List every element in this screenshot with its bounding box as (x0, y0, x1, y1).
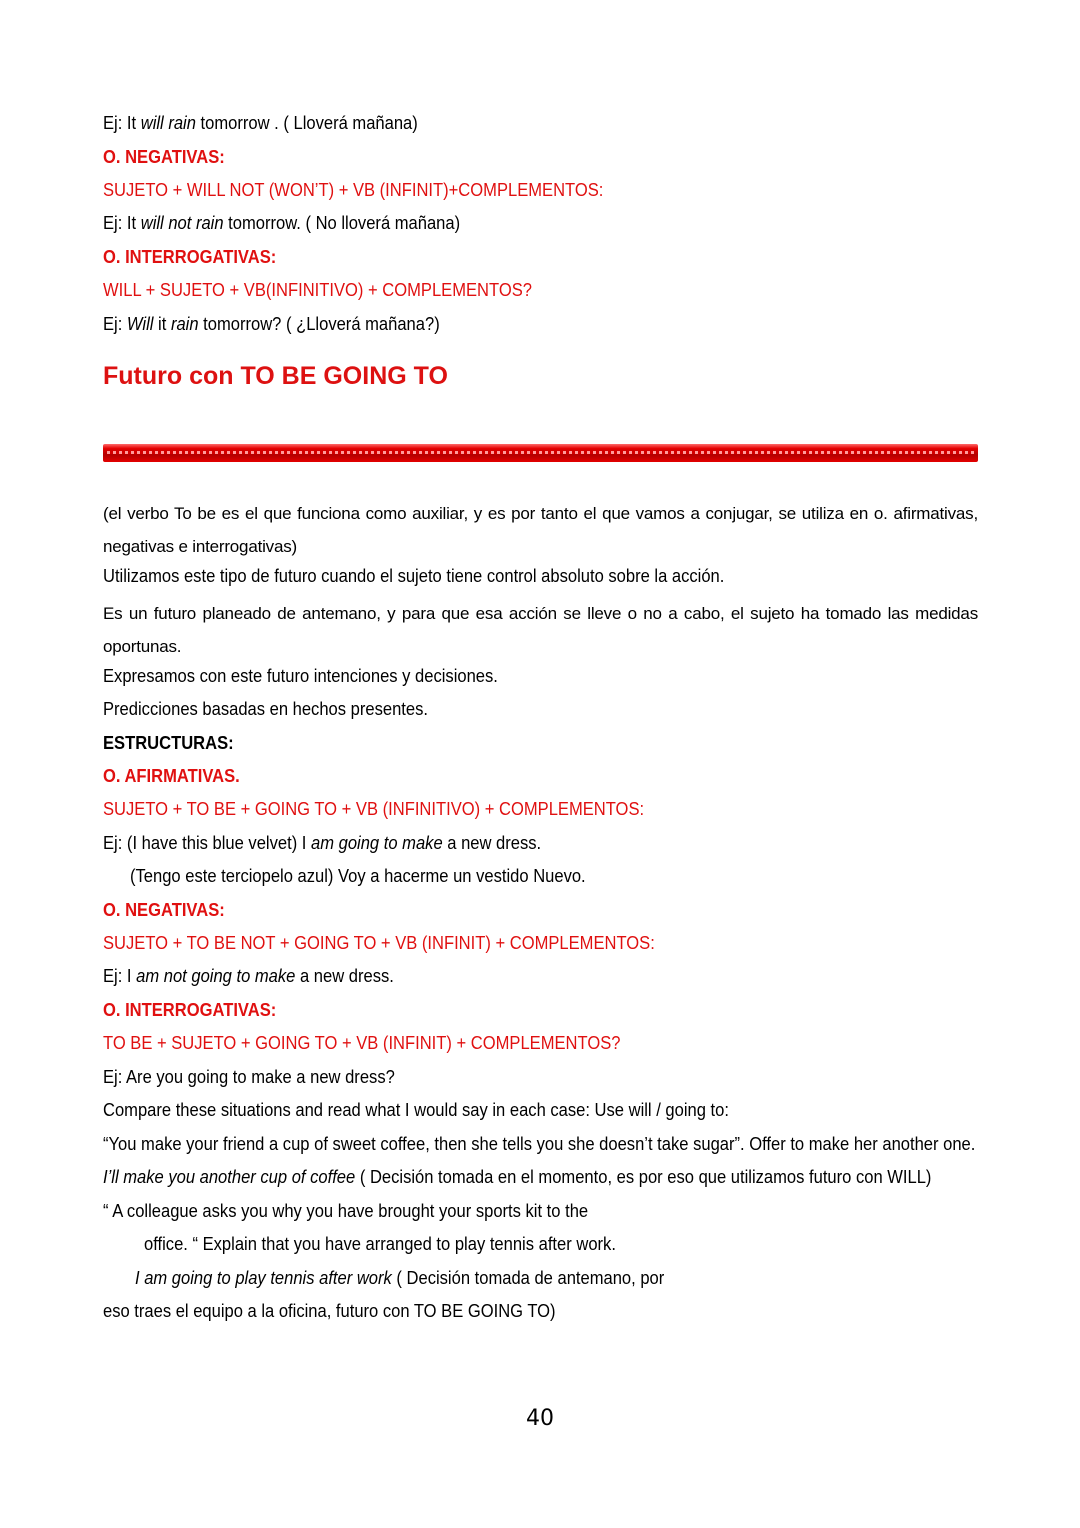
text: tomorrow? ( ¿Lloverá mañana?) (198, 314, 440, 334)
usage-line-1: Utilizamos este tipo de futuro cuando el sujeto tiene control absoluto sobre la acción. (103, 566, 725, 586)
going-example-negative (103, 964, 908, 988)
answer-2-continued: eso traes el equipo a la oficina, futuro con TO BE GOING TO) (103, 1301, 556, 1321)
usage-line-3: Expresamos con este futuro intenciones y decisiones. (103, 666, 498, 686)
going-example-affirmative-translation: (Tengo este terciopelo azul) Voy a hacerme un vestido Nuevo. (130, 866, 586, 886)
will-negative-formula: SUJETO + WILL NOT (WON’T) + VB (INFINIT)+COMPLEMENTOS: (103, 180, 604, 200)
situation-1: “You make your friend a cup of sweet coffee, then she tells you she doesn’t take sugar”. Offer to make her another one. (103, 1134, 976, 1154)
will-negative-label: O. NEGATIVAS: (103, 147, 225, 167)
will-interrogative-label: O. INTERROGATIVAS: (103, 247, 277, 267)
text: tomorrow. ( No lloverá mañana) (223, 213, 461, 233)
will-example-affirmative (103, 111, 908, 135)
going-interrogative-label: O. INTERROGATIVAS: (103, 1000, 277, 1020)
verb-phrase: Will (126, 314, 154, 334)
compare-instruction: Compare these situations and read what I would say in each case: Use will / going to: (103, 1100, 729, 1120)
going-example-affirmative (103, 831, 908, 855)
text: Ej: It (103, 213, 141, 233)
going-interrogative-formula: TO BE + SUJETO + GOING TO + VB (INFINIT) + COMPLEMENTOS? (103, 1033, 621, 1053)
text: Ej: I (103, 966, 137, 986)
intro-paragraph: (el verbo To be es el que funciona como auxiliar, y es por tanto el que vamos a conjugar, se utiliza en o. afirmativas, negativas e interrogativas) (103, 504, 978, 556)
answer-1 (103, 1165, 932, 1189)
answer-2 (135, 1266, 940, 1290)
situation-2-line-1: “ A colleague asks you why you have brought your sports kit to the (103, 1201, 589, 1221)
verb-phrase: will rain (140, 113, 196, 133)
text: Ej: (I have this blue velvet) I (103, 833, 312, 853)
text: ( Decisión tomada de antemano, por (391, 1268, 665, 1288)
going-negative-formula: SUJETO + TO BE NOT + GOING TO + VB (INFINIT) + COMPLEMENTOS: (103, 933, 655, 953)
usage-line-4: Predicciones basadas en hechos presentes. (103, 699, 428, 719)
section-divider (103, 444, 978, 462)
will-example-negative (103, 211, 908, 235)
will-example-interrogative (103, 312, 908, 336)
will-interrogative-formula: WILL + SUJETO + VB(INFINITIVO) + COMPLEMENTOS? (103, 280, 532, 300)
text: a new dress. (295, 966, 394, 986)
verb-phrase: am not going to make (136, 966, 296, 986)
verb-phrase: will not rain (140, 213, 224, 233)
text: ( Decisión tomada en el momento, es por eso que utilizamos futuro con WILL) (355, 1167, 932, 1187)
verb-phrase: rain (170, 314, 199, 334)
verb-phrase: am going to make (311, 833, 443, 853)
text: Ej: (103, 314, 127, 334)
page-number: 40 (526, 1406, 554, 1431)
text: Ej: It (103, 113, 141, 133)
structures-label: ESTRUCTURAS: (103, 733, 234, 753)
going-affirmative-label: O. AFIRMATIVAS. (103, 766, 240, 786)
answer-sentence: I am going to play tennis after work (135, 1268, 392, 1288)
text: a new dress. (442, 833, 542, 853)
section-title: Futuro con TO BE GOING TO (103, 362, 448, 390)
text: it (153, 314, 171, 334)
going-affirmative-formula: SUJETO + TO BE + GOING TO + VB (INFINITIVO) + COMPLEMENTOS: (103, 799, 645, 819)
situation-2-line-2: office. “ Explain that you have arranged to play tennis after work. (144, 1234, 616, 1254)
usage-line-2: Es un futuro planeado de antemano, y para que esa acción se lleve o no a cabo, el sujeto ha tomado las medidas oportunas. (103, 604, 978, 656)
answer-sentence: I’ll make you another cup of coffee (103, 1167, 356, 1187)
going-negative-label: O. NEGATIVAS: (103, 900, 225, 920)
text: tomorrow . ( Lloverá mañana) (195, 113, 418, 133)
going-example-interrogative: Ej: Are you going to make a new dress? (103, 1067, 395, 1087)
